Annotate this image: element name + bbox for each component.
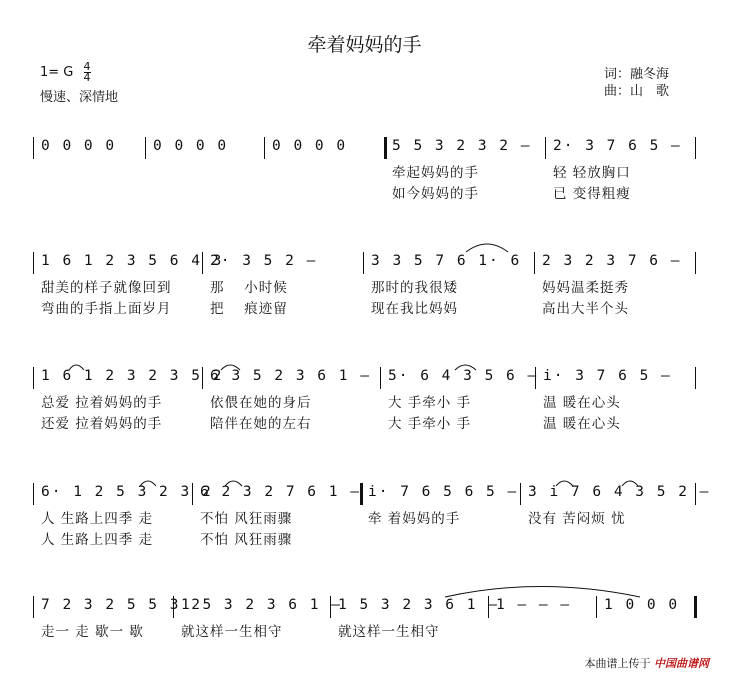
measure-notes: 1 – – – bbox=[496, 597, 572, 613]
measure-notes: 1 0 0 0 bbox=[604, 597, 680, 613]
measure-notes: 0 0 0 0 bbox=[41, 138, 117, 154]
footer bbox=[585, 655, 710, 671]
lyric-verse-2: 温 暖在心头 bbox=[543, 416, 621, 432]
lyric-verse-1: 人 生路上四季 走 bbox=[41, 511, 154, 527]
lyric-verse-1: 就这样一生相守 bbox=[181, 624, 283, 640]
slur bbox=[466, 244, 508, 252]
tempo-marking: 慢速、深情地 bbox=[40, 90, 119, 105]
measure-notes: 0 0 0 0 bbox=[153, 138, 229, 154]
measure-notes: 2 3 2 3 7 6 – bbox=[542, 253, 682, 269]
lyric-verse-2: 陪伴在她的左右 bbox=[210, 416, 312, 432]
lyric-verse-1: 那 小时候 bbox=[210, 280, 288, 296]
lyric-verse-1: 牵 着妈妈的手 bbox=[368, 511, 461, 527]
lyric-verse-2: 现在我比妈妈 bbox=[371, 301, 458, 317]
lyric-verse-2: 弯曲的手指上面岁月 bbox=[41, 301, 172, 317]
lyric-verse-1: 依偎在她的身后 bbox=[210, 395, 312, 411]
lyric-verse-1: 没有 苦闷烦 忧 bbox=[528, 511, 626, 527]
measure-notes: i· 7 6 5 6 5 – bbox=[368, 484, 519, 500]
measure-notes: 2· 3 5 2 – bbox=[210, 253, 318, 269]
measure-notes: 5 5 3 2 3 2 – bbox=[392, 138, 532, 154]
lyric-verse-1: 大 手牵小 手 bbox=[388, 395, 472, 411]
lyric-verse-1: 牵起妈妈的手 bbox=[392, 165, 479, 181]
lyric-verse-1: 妈妈温柔挺秀 bbox=[542, 280, 629, 296]
measure-notes: 6 3 5 2 3 6 1 – bbox=[210, 368, 371, 384]
measure-notes: 3 i 7 6 4 3 5 2 – bbox=[528, 484, 711, 500]
time-top: 4 bbox=[83, 60, 91, 73]
measure-notes: 2· 3 7 6 5 – bbox=[553, 138, 682, 154]
lyric-verse-2: 人 生路上四季 走 bbox=[41, 532, 154, 548]
footer-text: 本曲谱上传于 bbox=[584, 657, 651, 670]
lyric-verse-2: 高出大半个头 bbox=[542, 301, 629, 317]
key-label: 1= G bbox=[40, 65, 74, 80]
lyric-verse-1: 温 暖在心头 bbox=[543, 395, 621, 411]
lyric-verse-1: 走一 走 歇一 歇 bbox=[41, 624, 144, 640]
lyric-verse-2: 已 变得粗瘦 bbox=[553, 186, 631, 202]
composer: 曲：山 歌 bbox=[604, 84, 670, 99]
lyric-verse-1: 就这样一生相守 bbox=[338, 624, 440, 640]
measure-notes: i· 3 7 6 5 – bbox=[543, 368, 672, 384]
site-logo[interactable]: 中国曲谱网 bbox=[654, 657, 709, 670]
measure-notes: 0 0 0 0 bbox=[272, 138, 348, 154]
lyric-verse-2: 还爱 拉着妈妈的手 bbox=[41, 416, 163, 432]
song-title: 牵着妈妈的手 bbox=[307, 34, 422, 56]
measure-notes: 6· 1 2 5 3 2 3 2 bbox=[41, 484, 213, 500]
slur bbox=[622, 481, 638, 486]
measure-notes: 1 6 1 2 3 2 3 5 2 bbox=[41, 368, 224, 384]
lyric-verse-2: 不怕 风狂雨骤 bbox=[200, 532, 293, 548]
slur bbox=[221, 365, 240, 370]
lyric-verse-2: 大 手牵小 手 bbox=[388, 416, 472, 432]
measure-notes: 6 2 3 2 7 6 1 – bbox=[200, 484, 361, 500]
measure-notes: 1 5 3 2 3 6 1 – bbox=[338, 597, 499, 613]
measure-notes: 3 3 5 7 6 1· 6 bbox=[371, 253, 522, 269]
measure-notes: 1 6 1 2 3 5 6 4 3 bbox=[41, 253, 224, 269]
slur bbox=[225, 481, 242, 486]
lyric-verse-1: 轻 轻放胸口 bbox=[553, 165, 631, 181]
measure-notes: 1 5 3 2 3 6 1 – bbox=[181, 597, 342, 613]
slur bbox=[445, 587, 640, 598]
measure-notes: 5· 6 4 3 5 6 – bbox=[388, 368, 539, 384]
lyric-verse-1: 甜美的样子就像回到 bbox=[41, 280, 172, 296]
slur bbox=[69, 365, 84, 370]
lyric-verse-2: 把 痕迹留 bbox=[210, 301, 288, 317]
slur bbox=[556, 481, 573, 486]
lyric-verse-1: 不怕 风狂雨骤 bbox=[200, 511, 293, 527]
lyric-verse-1: 那时的我很矮 bbox=[371, 280, 458, 296]
slur bbox=[455, 365, 476, 370]
measure-notes: 7 2 3 2 5 5 3 2 bbox=[41, 597, 202, 613]
lyric-verse-2: 如今妈妈的手 bbox=[392, 186, 479, 202]
lyricist: 词：融冬海 bbox=[604, 67, 670, 82]
slur bbox=[140, 481, 156, 486]
time-bottom: 4 bbox=[83, 71, 91, 84]
lyric-verse-1: 总爱 拉着妈妈的手 bbox=[41, 395, 163, 411]
